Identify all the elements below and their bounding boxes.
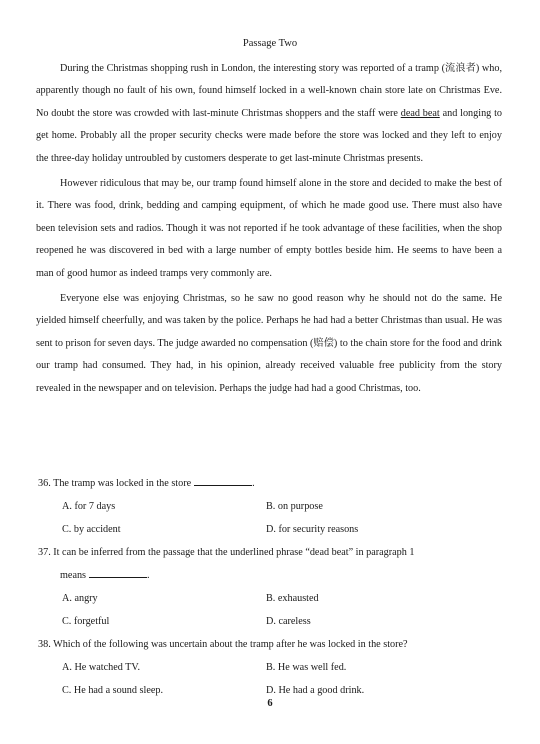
option-c[interactable]: C. by accident bbox=[62, 524, 121, 535]
question-stem-end: . bbox=[252, 478, 255, 489]
answer-blank bbox=[194, 476, 252, 486]
question-stem-text: 36. The tramp was locked in the store bbox=[38, 478, 192, 489]
option-row bbox=[38, 610, 504, 633]
paragraph-1-text-a: During the Christmas shopping rush in London, the interesting story was reported of a tramp (流浪者) who, apparently though no fault of his own, found himself locked in a well-known chain store late on Christmas Eve. No doubt the store was crowded with last-minute Christmas shoppers and the staff were bbox=[36, 63, 502, 119]
question-stem bbox=[38, 472, 504, 495]
option-row bbox=[38, 656, 504, 679]
option-b[interactable]: B. on purpose bbox=[266, 501, 323, 512]
passage-body bbox=[36, 58, 502, 400]
question-36 bbox=[38, 472, 504, 541]
question-stem-end: . bbox=[147, 570, 150, 581]
option-a[interactable]: A. He watched TV. bbox=[62, 662, 140, 673]
paragraph-2: However ridiculous that may be, our tramp found himself alone in the store and decided to make the best of it. There was food, drink, bedding and camping equipment, of which he made good use. There must also have been television sets and radios. Though it was not reported if he took advantage of these facilities, when the shop reopened he was discovered in bed with a large number of empty bottles beside him. He seems to have been a man of good humor as indeed tramps very commonly are. bbox=[36, 178, 502, 279]
option-d[interactable]: D. careless bbox=[266, 616, 311, 627]
option-d[interactable]: D. He had a good drink. bbox=[266, 685, 365, 696]
question-stem-continued bbox=[38, 564, 504, 587]
question-37 bbox=[38, 541, 504, 633]
page-number: 6 bbox=[267, 698, 273, 709]
question-38 bbox=[38, 633, 504, 702]
paragraph-1-text-b: and longing to get home. Probably all the proper security checks were made before the store was locked and they left to enjoy the three-day holiday untroubled by customers desperate to get last-minute Christmas presents. bbox=[36, 107, 503, 164]
option-row bbox=[38, 518, 504, 541]
question-stem: 37. It can be inferred from the passage that the underlined phrase “dead beat” in paragraph 1 bbox=[38, 547, 415, 558]
paragraph-3: Everyone else was enjoying Christmas, so he saw no good reason why he should not do the same. He yielded himself cheerfully, and was taken by the police. Perhaps he had had a better Christmas than usual. He was sent to prison for seven days. The judge awarded no compensation (赔偿) to the chain store for the food and drink our tramp had consumed. They had, in his opinion, already received valuable free publicity from the story revealed in the newspaper and on television. Perhaps the judge had had a good Christmas, too. bbox=[36, 293, 502, 394]
option-c[interactable]: C. forgetful bbox=[62, 616, 110, 627]
passage-title: Passage Two bbox=[242, 38, 298, 49]
option-row bbox=[38, 495, 504, 518]
answer-blank bbox=[89, 568, 147, 578]
option-b[interactable]: B. exhausted bbox=[266, 593, 319, 604]
option-d[interactable]: D. for security reasons bbox=[266, 524, 359, 535]
option-a[interactable]: A. for 7 days bbox=[62, 501, 116, 512]
option-b[interactable]: B. He was well fed. bbox=[266, 662, 347, 673]
paragraph-1 bbox=[36, 58, 502, 170]
question-list bbox=[38, 472, 504, 702]
question-stem: 38. Which of the following was uncertain about the tramp after he was locked in the store? bbox=[38, 639, 408, 650]
option-c[interactable]: C. He had a sound sleep. bbox=[62, 685, 164, 696]
underlined-phrase: dead beat bbox=[400, 107, 440, 119]
option-row bbox=[38, 587, 504, 610]
question-stem-text: means bbox=[60, 570, 87, 581]
option-a[interactable]: A. angry bbox=[62, 593, 98, 604]
